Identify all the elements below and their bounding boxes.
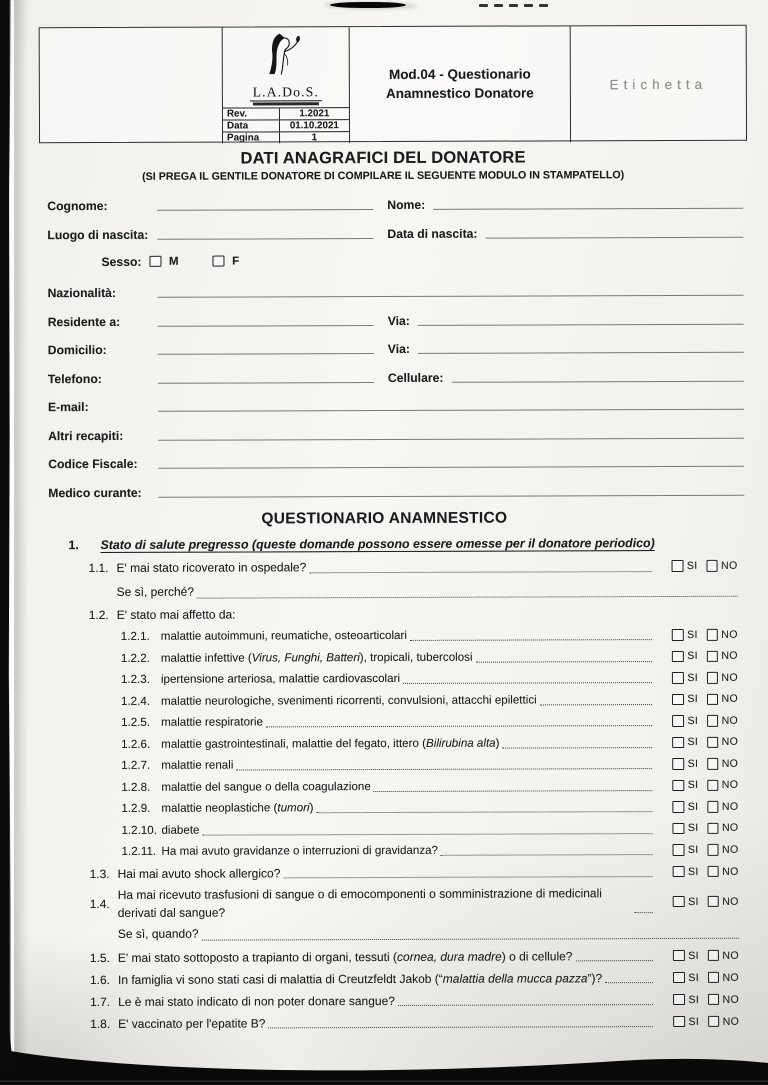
question-number: 1.7.: [90, 994, 111, 1009]
question-row-1-2-4: [49, 688, 743, 712]
question-text: malattie respiratorie: [161, 715, 263, 730]
question-text: E' vaccinato per l'epatite B?: [118, 1015, 266, 1031]
dotted-leader: [236, 768, 652, 770]
si-label: SI: [687, 757, 699, 770]
section-heading-text: Stato di salute pregresso (queste domande possono essere omesse per il donatore periodico): [100, 536, 655, 552]
checkbox-si[interactable]: [673, 950, 685, 962]
question-row-1-7: [50, 988, 744, 1012]
field-line-cognome[interactable]: [157, 209, 373, 211]
question-number: 1.2.1.: [120, 630, 150, 644]
yes-no-group: [657, 650, 743, 662]
question-text: malattie neoplastiche (tumori): [161, 801, 314, 816]
question-row-1-4: [50, 882, 744, 921]
yes-no-group: [658, 865, 744, 877]
checkbox-si[interactable]: [672, 672, 684, 684]
question-text: diabete: [161, 823, 200, 837]
field-line-residente-a-via[interactable]: [418, 323, 744, 325]
field-label-telefono: Telefono:: [47, 371, 102, 386]
etichetta-label: Etichetta: [609, 76, 708, 92]
question-number: 1.2.4.: [120, 694, 151, 708]
scan-dark-bottom-edge: [0, 1019, 768, 1085]
question-text: ipertensione arteriosa, malattie cardiovascolari: [160, 672, 401, 687]
dotted-leader: [540, 704, 652, 705]
no-label: NO: [722, 971, 739, 984]
sesso-option-m: [149, 255, 178, 267]
revision-table: [223, 107, 349, 143]
si-label: SI: [687, 628, 698, 641]
si-label: SI: [687, 779, 699, 792]
field-label-domicilio-via: Via:: [387, 341, 410, 356]
field-label-nazionalit: Nazionalità:: [47, 285, 117, 301]
question-text: Ha mai ricevuto trasfusioni di sangue o di emocomponenti o somministrazione di medicinali derivati dal sangue?: [117, 885, 602, 920]
field-label-residente-a-via: Via:: [387, 313, 410, 328]
yes-no-group: [657, 714, 743, 726]
checkbox-si[interactable]: [673, 758, 685, 770]
field-line-nazionalit[interactable]: [158, 295, 744, 298]
dotted-leader: [403, 682, 652, 684]
form-row-nazionalit: [48, 281, 744, 300]
field-label-sesso: Sesso:: [101, 254, 142, 269]
question-text: Hai mai avuto shock allergico?: [117, 865, 281, 881]
field-line-codice-fiscale[interactable]: [158, 466, 744, 469]
question-text: In famiglia vi sono stati casi di malattia di Creutzfeldt Jakob (“malattia della mucca pazza”)?: [117, 970, 603, 987]
checkbox-no[interactable]: [707, 779, 719, 791]
page-title: DATI ANAGRAFICI DEL DONATORE: [240, 148, 526, 168]
form-row-luogo-di-nascita: [47, 222, 743, 241]
question-number: 1.8.: [90, 1016, 111, 1031]
dotted-leader: [374, 790, 653, 792]
doc-title-cell: [349, 26, 570, 143]
revision-value: 01.10.2021: [289, 120, 339, 132]
sesso-option-f: [213, 255, 240, 267]
scan-smudge-artifact: [330, 2, 406, 8]
no-label: NO: [721, 650, 738, 663]
checkbox-si[interactable]: [673, 779, 685, 791]
question-text: malattie autoimmuni, reumatiche, osteoarticolari: [160, 629, 407, 644]
field-label-medico-curante: Medico curante:: [48, 485, 142, 500]
no-label: NO: [721, 714, 739, 727]
checkbox-si[interactable]: [672, 715, 684, 727]
question-row-1-2-10: [49, 817, 743, 841]
question-row-1-2: [49, 602, 743, 626]
form-row-altri-recapiti: [48, 423, 744, 442]
yes-no-group: [658, 843, 744, 855]
question-row-1-2-11: [49, 839, 743, 863]
question-text: malattie gastrointestinali, malattie del fegato, ittero (Bilirubina alta): [161, 736, 500, 751]
yes-no-group: [658, 895, 744, 907]
field-line-domicilio-via[interactable]: [418, 352, 744, 354]
question-row-1-2-9: [49, 796, 743, 820]
yes-no-group: [657, 800, 743, 812]
anagrafica-form: [47, 194, 744, 500]
question-text: malattie del sangue o della coagulazione: [161, 779, 371, 794]
dotted-leader: [476, 661, 652, 663]
question-row-se-s-perch: [49, 577, 743, 604]
checkbox-no[interactable]: [707, 896, 719, 908]
checkbox-no[interactable]: [707, 822, 719, 834]
field-label-telefono-cellulare: Cellulare:: [387, 370, 444, 385]
form-row-sesso: [47, 251, 743, 270]
questionnaire-title: QUESTIONARIO ANAMNESTICO: [261, 509, 508, 528]
no-label: NO: [722, 895, 739, 908]
yes-no-group: [658, 949, 744, 961]
revision-row-rev: [223, 108, 349, 120]
checkbox-si[interactable]: [673, 801, 685, 813]
checkbox-no[interactable]: [706, 629, 718, 641]
question-number: 1.2.6.: [121, 737, 151, 751]
dotted-leader: [398, 1004, 653, 1006]
field-label-e-mail: E-mail:: [47, 400, 89, 415]
question-number: 1.2.11.: [121, 845, 157, 859]
no-label: NO: [721, 779, 739, 792]
question-text: Se sì, quando?: [117, 926, 199, 941]
sesso-option-label-m: M: [168, 255, 179, 268]
question-row-1-2-1: [49, 624, 743, 648]
no-label: NO: [721, 628, 738, 641]
etichetta-cell: [570, 26, 746, 143]
no-label: NO: [721, 822, 739, 835]
revision-label: Data: [223, 121, 280, 132]
document-title: Mod.04 - Questionario Anamnestico Donatore: [385, 66, 534, 102]
header-empty-cell: [40, 28, 222, 145]
question-text: malattie neurologiche, svenimenti ricorrenti, convulsioni, attacchi epilettici: [160, 693, 537, 708]
revision-row-data: [223, 120, 349, 132]
field-label-luogo-di-nascita-data-di-nascita: Data di nascita:: [387, 226, 478, 241]
no-label: NO: [722, 865, 739, 878]
question-row-1-2-3: [49, 667, 743, 691]
question-row-1-2-7: [49, 753, 743, 777]
checkbox-no[interactable]: [706, 560, 718, 572]
checkbox-no[interactable]: [707, 950, 719, 962]
field-label-cognome: Cognome:: [47, 198, 108, 214]
no-label: NO: [721, 671, 738, 684]
yes-no-group: [657, 757, 743, 769]
checkbox-no[interactable]: [708, 994, 720, 1006]
form-row-residente-a: [48, 309, 744, 328]
field-label-domicilio: Domicilio:: [47, 342, 107, 358]
si-label: SI: [686, 559, 698, 572]
dotted-leader: [309, 571, 651, 573]
no-label: NO: [721, 559, 738, 572]
checkbox-si[interactable]: [672, 629, 684, 641]
dotted-leader: [503, 747, 653, 749]
no-label: NO: [721, 736, 739, 749]
question-number: 1.5.: [89, 950, 110, 965]
si-label: SI: [688, 1015, 700, 1028]
question-text: E' stato mai affetto da:: [116, 607, 236, 622]
checkbox-no[interactable]: [707, 801, 719, 813]
checkbox-si[interactable]: [672, 693, 684, 705]
checkbox-no[interactable]: [707, 866, 719, 878]
field-line-domicilio[interactable]: [158, 353, 374, 355]
question-text: malattie infettive (Virus, Funghi, Batteri), tropicali, tubercolosi: [160, 650, 473, 665]
field-label-residente-a: Residente a:: [47, 314, 121, 329]
dotted-leader: [605, 982, 653, 983]
yes-no-group: [658, 971, 744, 983]
dotted-leader: [203, 833, 653, 836]
question-row-1-1: [48, 555, 742, 579]
checkbox-sesso-f[interactable]: [213, 255, 225, 267]
sesso-option-label-f: F: [232, 255, 240, 268]
form-row-telefono: [48, 366, 744, 385]
question-text: malattie renali: [161, 758, 234, 773]
paper-edge-shadow: [14, 0, 28, 1085]
yes-no-group: [658, 993, 744, 1005]
question-text: Le è mai stato indicato di non poter donare sangue?: [118, 993, 395, 1009]
question-row-1-6: [50, 966, 744, 990]
dotted-leader: [197, 595, 738, 598]
yes-no-group: [657, 822, 743, 834]
field-line-telefono-cellulare[interactable]: [451, 380, 743, 382]
question-row-1-2-8: [49, 774, 743, 798]
si-label: SI: [687, 843, 699, 856]
checkbox-no[interactable]: [707, 736, 719, 748]
yes-no-group: [657, 779, 743, 791]
field-line-cognome-nome[interactable]: [433, 208, 743, 210]
form-row-cognome: [47, 194, 743, 213]
revision-value: 1: [311, 132, 318, 144]
question-number: 1.3.: [89, 866, 110, 881]
yes-no-group: [657, 560, 743, 572]
lados-woman-logo-icon: [262, 30, 310, 85]
question-row-1-5: [50, 944, 744, 968]
checkbox-no[interactable]: [706, 672, 718, 684]
question-number: 1.2.8.: [121, 780, 151, 794]
revision-row-pagina: [223, 132, 349, 143]
no-label: NO: [721, 800, 739, 813]
question-row-1-2-6: [49, 731, 743, 755]
question-text: E' mai stato ricoverato in ospedale?: [116, 560, 307, 575]
checkbox-no[interactable]: [707, 844, 719, 856]
question-row-1-2-5: [49, 710, 743, 734]
form-row-e-mail: [48, 395, 744, 414]
si-label: SI: [687, 865, 699, 878]
question-number: 1.2.2.: [120, 651, 150, 665]
logo-text: L.A.Do.S.: [250, 85, 322, 101]
no-label: NO: [721, 757, 739, 770]
no-label: NO: [722, 949, 739, 962]
dotted-leader: [441, 854, 653, 856]
scan-dash-artifacts: [479, 4, 548, 7]
field-line-residente-a[interactable]: [158, 325, 374, 327]
field-line-luogo-di-nascita[interactable]: [157, 238, 373, 240]
questionnaire-items: [48, 555, 744, 1035]
question-row-1-3: [50, 860, 744, 884]
question-text: Ha mai avuto gravidanze o interruzioni di gravidanza?: [161, 844, 439, 859]
revision-value: 1.2021: [299, 108, 330, 120]
no-label: NO: [722, 993, 740, 1006]
field-line-luogo-di-nascita-data-di-nascita[interactable]: [485, 236, 743, 238]
field-line-altri-recapiti[interactable]: [158, 437, 744, 440]
checkbox-no[interactable]: [707, 972, 719, 984]
checkbox-si[interactable]: [673, 844, 685, 856]
section-number: 1.: [68, 538, 79, 553]
checkbox-no[interactable]: [706, 650, 718, 662]
checkbox-si[interactable]: [673, 822, 685, 834]
question-number: 1.2.9.: [121, 802, 151, 816]
form-row-medico-curante: [48, 480, 744, 499]
si-label: SI: [687, 800, 699, 813]
si-label: SI: [687, 650, 698, 663]
checkbox-si[interactable]: [673, 736, 685, 748]
logo-subtext-bar: [253, 102, 319, 105]
checkbox-no[interactable]: [706, 693, 718, 705]
field-label-luogo-di-nascita: Luogo di nascita:: [47, 227, 149, 242]
checkbox-si[interactable]: [673, 994, 685, 1006]
checkbox-si[interactable]: [673, 972, 685, 984]
si-label: SI: [688, 949, 699, 962]
si-label: SI: [687, 671, 698, 684]
question-number: 1.2.10.: [121, 823, 157, 837]
question-number: 1.4.: [89, 896, 110, 911]
no-label: NO: [722, 1015, 740, 1028]
question-number: 1.2.: [88, 607, 109, 623]
question-number: 1.2.7.: [121, 759, 151, 773]
question-number: 1.6.: [89, 972, 111, 987]
document-header: [39, 25, 747, 143]
field-line-telefono[interactable]: [158, 382, 374, 384]
dotted-leader: [635, 912, 653, 913]
checkbox-si[interactable]: [672, 560, 684, 572]
dotted-leader: [202, 938, 739, 941]
checkbox-si[interactable]: [672, 650, 684, 662]
si-label: SI: [688, 971, 699, 984]
no-label: NO: [721, 693, 739, 706]
si-label: SI: [687, 714, 699, 727]
si-label: SI: [687, 693, 699, 706]
checkbox-no[interactable]: [707, 715, 719, 727]
dotted-leader: [283, 876, 652, 878]
si-label: SI: [688, 993, 700, 1006]
si-label: SI: [687, 736, 699, 749]
form-row-domicilio: [48, 338, 744, 357]
logo-cell: [222, 27, 349, 144]
question-text: Se sì, perché?: [116, 584, 195, 599]
revision-label: Pagina: [223, 133, 280, 144]
field-label-codice-fiscale: Codice Fiscale:: [48, 456, 138, 472]
section-1-heading: [68, 536, 742, 552]
form-row-codice-fiscale: [48, 452, 744, 471]
field-line-medico-curante[interactable]: [158, 494, 744, 497]
si-label: SI: [687, 822, 699, 835]
checkbox-si[interactable]: [673, 896, 685, 908]
field-line-e-mail[interactable]: [158, 409, 744, 412]
si-label: SI: [688, 895, 699, 908]
question-number: 1.2.3.: [120, 673, 150, 687]
question-row-1-2-2: [49, 645, 743, 669]
revision-label: Rev.: [223, 109, 280, 120]
yes-no-group: [657, 736, 743, 748]
page-subtitle: (SI PREGA IL GENTILE DONATORE DI COMPILARE IL SEGUENTE MODULO IN STAMPATELLO): [142, 169, 625, 183]
question-number: 1.1.: [88, 560, 109, 576]
dotted-leader: [266, 725, 652, 727]
field-label-altri-recapiti: Altri recapiti:: [48, 428, 124, 443]
dotted-leader: [316, 811, 652, 813]
dotted-leader: [410, 639, 652, 641]
question-number: 1.2.5.: [121, 716, 151, 730]
no-label: NO: [722, 843, 739, 856]
question-row-se-s-quando: [50, 919, 744, 946]
question-text: E' mai stato sottoposto a trapianto di organi, tessuti (cornea, dura madre) o di cellule?: [117, 948, 573, 965]
checkbox-sesso-m[interactable]: [149, 256, 161, 268]
yes-no-group: [657, 628, 743, 640]
field-label-cognome-nome: Nome:: [387, 197, 426, 212]
checkbox-si[interactable]: [673, 866, 685, 878]
dotted-leader: [575, 960, 652, 961]
yes-no-group: [657, 693, 743, 705]
checkbox-no[interactable]: [707, 758, 719, 770]
yes-no-group: [657, 671, 743, 683]
